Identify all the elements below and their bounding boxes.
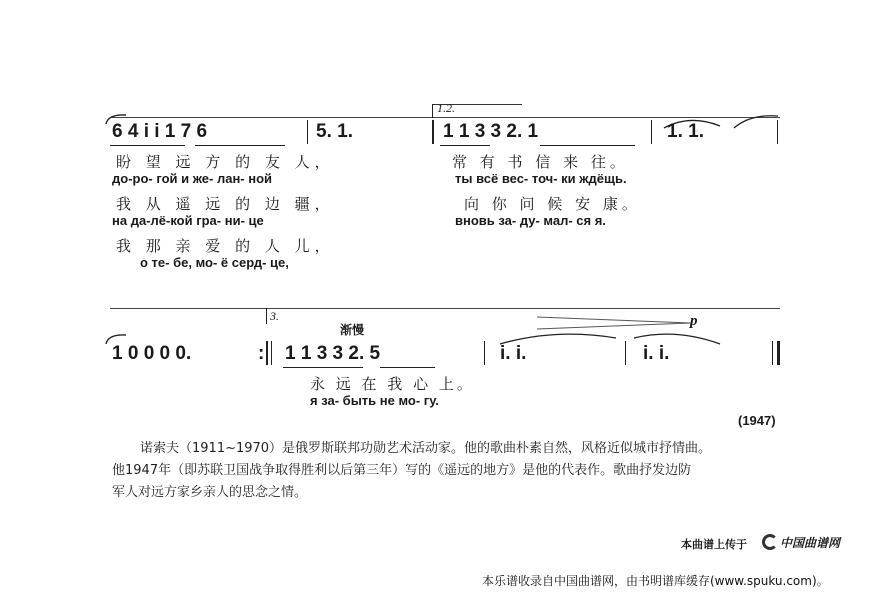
lyric-zh-2b: 向 你 问 候 安 康。: [464, 195, 641, 213]
logo-icon: [762, 534, 778, 550]
volta-bracket-1-hook: [432, 104, 433, 118]
notes-measure-1: 6 4 i i 1 7 6: [112, 121, 208, 142]
barline: [651, 120, 652, 144]
lyric-zh-final: 永 远 在 我 心 上。: [310, 375, 475, 393]
beam: [380, 367, 435, 368]
beam: [540, 145, 635, 146]
notes-line2-measure-3: i. i.: [500, 343, 527, 364]
description-line-1: 诺索夫（1911~1970）是俄罗斯联邦功勋艺术活动家。他的歌曲朴素自然，风格近似城市抒情曲。: [140, 441, 712, 456]
lyric-ru-final: я за- быть не мо- гу.: [310, 393, 439, 408]
lyric-ru-2b: вновь за- ду- мал- ся я.: [455, 213, 606, 228]
barline-final-thin: [772, 341, 773, 365]
site-logo[interactable]: [762, 532, 840, 552]
volta-label-1-2: 1.2.: [437, 101, 455, 115]
barline: [625, 341, 626, 365]
barline-repeat-start: [432, 120, 434, 144]
notes-measure-3: 1 1 3 3 2. 1: [443, 121, 539, 142]
beam: [110, 145, 185, 146]
notes-line2-measure-2: 1 1 3 3 2. 5: [285, 343, 381, 364]
lyric-zh-1b: 常 有 书 信 来 往。: [452, 153, 629, 171]
barline-repeat-end: [266, 341, 268, 365]
volta-label-3: 3.: [270, 309, 279, 323]
beam: [283, 367, 363, 368]
notes-measure-4: 1. 1.: [667, 121, 704, 142]
notes-measure-2: 5. 1.: [316, 121, 353, 142]
staff-line-2: [110, 308, 780, 309]
barline-repeat-end-thin: [271, 341, 272, 365]
barline: [484, 341, 485, 365]
lyric-ru-1b: ты всё вес- точ- ки ждёщь.: [455, 171, 627, 186]
lyric-zh-1a: 盼 望 远 方 的 友 人，: [116, 153, 335, 171]
barline: [307, 120, 308, 144]
slur-line2-end: [496, 328, 726, 348]
lyric-zh-3a: 我 那 亲 爱 的 人 儿，: [116, 237, 335, 255]
year-label: (1947): [738, 413, 776, 428]
lyric-ru-1a: до-ро- гой и же- лан- ной: [112, 171, 273, 186]
lyric-ru-3a: о те- бе, мо- ё серд- це,: [140, 255, 289, 270]
beam: [195, 145, 285, 146]
lyric-ru-2a: на да-лё-кой гра- ни- це: [112, 213, 264, 228]
lyric-zh-2a: 我 从 遥 远 的 边 疆，: [116, 195, 335, 213]
repeat-sign: :: [258, 343, 265, 364]
barline-final-thick: [777, 341, 780, 365]
logo-text: 中国曲谱网: [780, 535, 841, 550]
tempo-marking: 渐慢: [340, 323, 365, 337]
upload-label: 本曲谱上传于: [681, 538, 747, 551]
description-line-2: 他1947年（即苏联卫国战争取得胜利以后第三年）写的《遥远的地方》是他的代表作。歌曲抒发边防: [112, 463, 692, 478]
description-line-3: 军人对远方家乡亲人的思念之情。: [112, 485, 308, 500]
beam: [440, 145, 490, 146]
dynamic-marking: p: [690, 313, 698, 329]
volta-bracket-3-hook: [266, 308, 267, 324]
notes-line2-measure-1: 1 0 0 0 0.: [112, 343, 192, 364]
footer-note: 本乐谱收录自中国曲谱网，由书明谱库缓存(www.spuku.com)。: [482, 574, 829, 588]
notes-line2-measure-4: i. i.: [643, 343, 670, 364]
